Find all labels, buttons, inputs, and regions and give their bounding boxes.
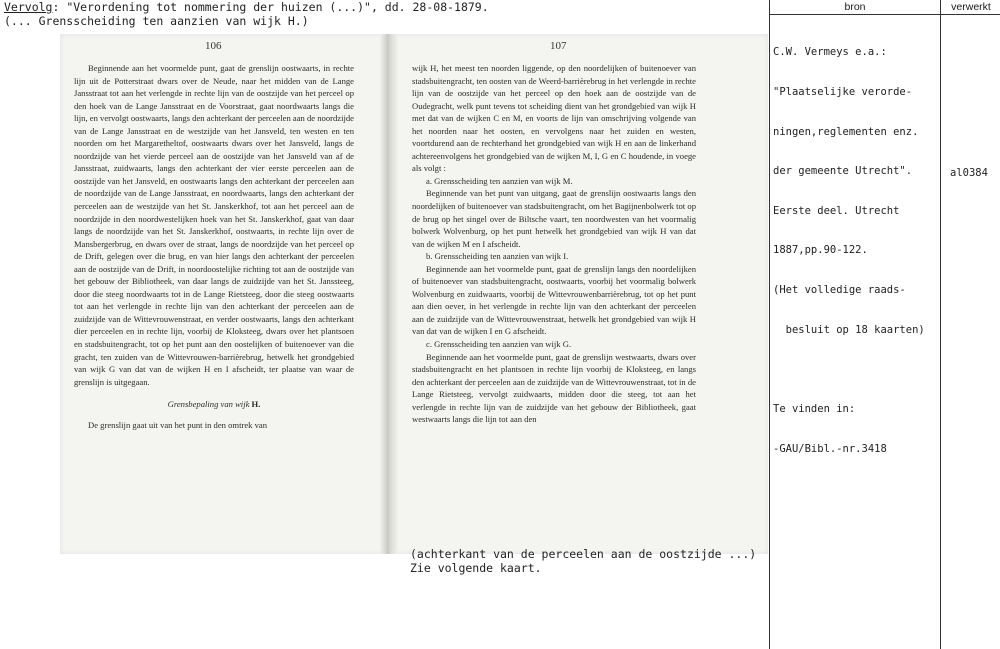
bron-line: "Plaatselijke verorde-: [773, 86, 913, 99]
subsection-a-title: a. Grensscheiding ten aanzien van wijk M.: [426, 175, 573, 186]
page-number-left: 106: [205, 40, 222, 52]
verwerkt-code: al0384: [950, 167, 988, 179]
left-paragraph-1: Beginnende aan het voormelde punt, gaat de grenslijn oostwaarts, in rechte lijn uit de Potterstraat dwars over de Neude, naar het midden van de Lange Jansstraat tot aan het verlengde in rechte lijn van de oostzijde van het perceel op den hoek van de Lange Jansstraat en de Voorstraat, gaat noordwaarts langs die lijn, en vervolgt oostwaarts, langs den achterkant der perceelen aan de noordzijde van de Lange Jansstraat en de westzijde van het Jansveld, ten westen en ten noorden om het Margaretheltof, oostwaarts dwars over het Jansveld, langs de noordzijde van het vierde perceel aan de oostzijde van het Jansveld van af de Jansstraat, zuidwaarts, langs den achterkant der vier eerste perceelen aan de oostzijde van het Jansveld, en oostwaarts langs den achterkant der perceelen aan de noordzijde van de Lange Jansstraat, en noordwaarts, langs den achterkant der perceelen aan de westzijde van het St. Janskerkhof, tot aan het perceel aan de noordzijde in den noordwestelijken hoek van het St. Janskerkhof, gaat van daar langs de noordzijde van het St. Janskerkhof, oostwaarts, in rechte lijn over de Mansbergerbrug, en dwars over de straat, langs de noordzijde van het perceel op de Drift, gelegen over die brug, en van hier langs den achterkant der perceelen aan de oostzijde van de Drift, in noordoostelijke richting tot aan de oostzijde van het gebouw der Bibliotheek, van daar langs de zuidzijde van het St. Janssteeg, door die steeg noordwaarts tot in de Lange Rietsteeg, door die steeg oostwaarts tot aan het verlengde in rechte lijn van den achterkant der perceelen aan de zuidzijde van de Wittevrouwenstraat, en verder oostwaarts, langs den achterkant dier perceelen en in rechte lijn, voorbij de Kloksteeg, dwars over het plantsoen en stadsbuitengracht, tot op het punt aan den oostelijken of buitenoever van die gracht, ten zuiden van de Wittevrouwen-barrièrebrug, hetwelk het grondgebied van wijk G van dat van de wijken H en I afscheidt, ter plaatse van waar de grenslijn is uitgegaan.: [74, 63, 354, 387]
bron-line: der gemeente Utrecht".: [773, 165, 913, 178]
book-gutter: [380, 34, 398, 554]
bron-header: bron: [770, 0, 941, 15]
page-number-right: 107: [550, 40, 567, 52]
bron-line: Eerste deel. Utrecht: [773, 204, 900, 217]
section-heading-wijk-h: [74, 398, 354, 411]
bron-line: 1887,pp.90-122.: [773, 244, 868, 257]
subsection-b-text: Beginnende aan het voormelde punt, gaat de grenslijn langs den noordelijken of buitenoever van stadsbuitengracht, oostwaarts, voorbij het voormalig bolwerk Wolvenburg en zuidwaarts, voorbij de Wittevrouwenbarrièrebrug, tot op het punt aan dien oever, in het verlengde in rechte lijn van den achterkant der perceelen aan de zuidzijde van de Wittevrouwenstraat, hetwelk het grondgebied van wijk H van dat van de wijken I en G afscheidt.: [412, 263, 696, 337]
document-header: [4, 0, 764, 28]
heading-text: Grensbepaling van wijk: [167, 399, 252, 410]
header-line-1: [4, 0, 764, 14]
bron-line: [773, 363, 941, 376]
header-title: : "Verordening tot nommering der huizen (...)", dd. 28-08-1879.: [52, 0, 489, 14]
vervolg-label: Vervolg: [4, 0, 53, 14]
subsection-c-title: c. Grensscheiding ten aanzien van wijk G.: [426, 339, 572, 350]
header-line-2: (... Grensscheiding ten aanzien van wijk H.): [4, 14, 309, 28]
left-page-text: [74, 62, 354, 431]
subsection-a-text: Beginnende van het punt van uitgang, gaat de grenslijn oostwaarts langs den noordelijken of buitenoever van stadsbuitengracht, om het Bagijnenbolwerk tot op de brug op het singel over de Biltsche vaart, ten noordwesten van het voormalig bolwerk Wolvenburg, op het punt hetwelk het grondgebied van wijk H van dat van de wijken M en I afscheidt.: [412, 188, 696, 249]
bron-line: C.W. Vermeys e.a.:: [773, 46, 887, 59]
bron-line: -GAU/Bibl.-nr.3418: [773, 442, 887, 455]
bron-text: [773, 20, 941, 482]
bron-line: ningen,reglementen enz.: [773, 125, 919, 138]
note-line-1: (achterkant van de perceelen aan de oostzijde ...): [410, 547, 757, 561]
source-column: [769, 0, 1000, 649]
note-line-2: Zie volgende kaart.: [410, 561, 542, 575]
right-page-text: [412, 62, 696, 426]
bron-line: (Het volledige raads-: [773, 284, 906, 297]
verwerkt-header: verwerkt: [941, 0, 1000, 15]
bron-line: Te vinden in:: [773, 402, 856, 415]
right-paragraph-1: wijk H, het meest ten noorden liggende, op den noordelijken of buitenoever van stadsbuitengracht, ten oosten van de Weerd-barrièrebrug in het verlengde in rechte lijn van de oostzijde van het perceel op den hoek aan de oostzijde van de Oudegracht, welk punt tevens tot scheiding dient van het grondgebied van wijk H met dat van de wijken C en M, en voorts de lijn van omschrijving volgende van het noorden naar het oosten, en vervolgens naar het zuiden en westen, voortdurend aan de rechterhand het grondgebied van wijk H en aan de linkerhand achtereenvolgens het grondgebied van de wijken M, I, G en C houdende, in voege als volgt :: [412, 63, 696, 174]
left-paragraph-2: De grenslijn gaat uit van het punt in den omtrek van: [88, 419, 267, 430]
subsection-c-text: Beginnende aan het voormelde punt, gaat de grenslijn westwaarts, dwars over stadsbuitengracht en het plantsoen in rechte lijn voorbij de Kloksteeg, en langs den achterkant der perceelen aan de zuidzijde van de Wittevrouwenstraat, tot in de Lange Rietsteeg, vervolgt zuidwaarts, midden door die steeg, tot aan het verlengde in rechte lijn van de zuidzijde van het gebouw der Bibliotheek, gaat westwaarts langs die lijn tot aan den: [412, 351, 696, 425]
subsection-b-title: b. Grensscheiding ten aanzien van wijk I.: [426, 251, 569, 262]
continuation-note: [410, 547, 770, 575]
bron-line: besluit op 18 kaarten): [773, 323, 925, 336]
heading-wijk: H.: [251, 399, 261, 410]
